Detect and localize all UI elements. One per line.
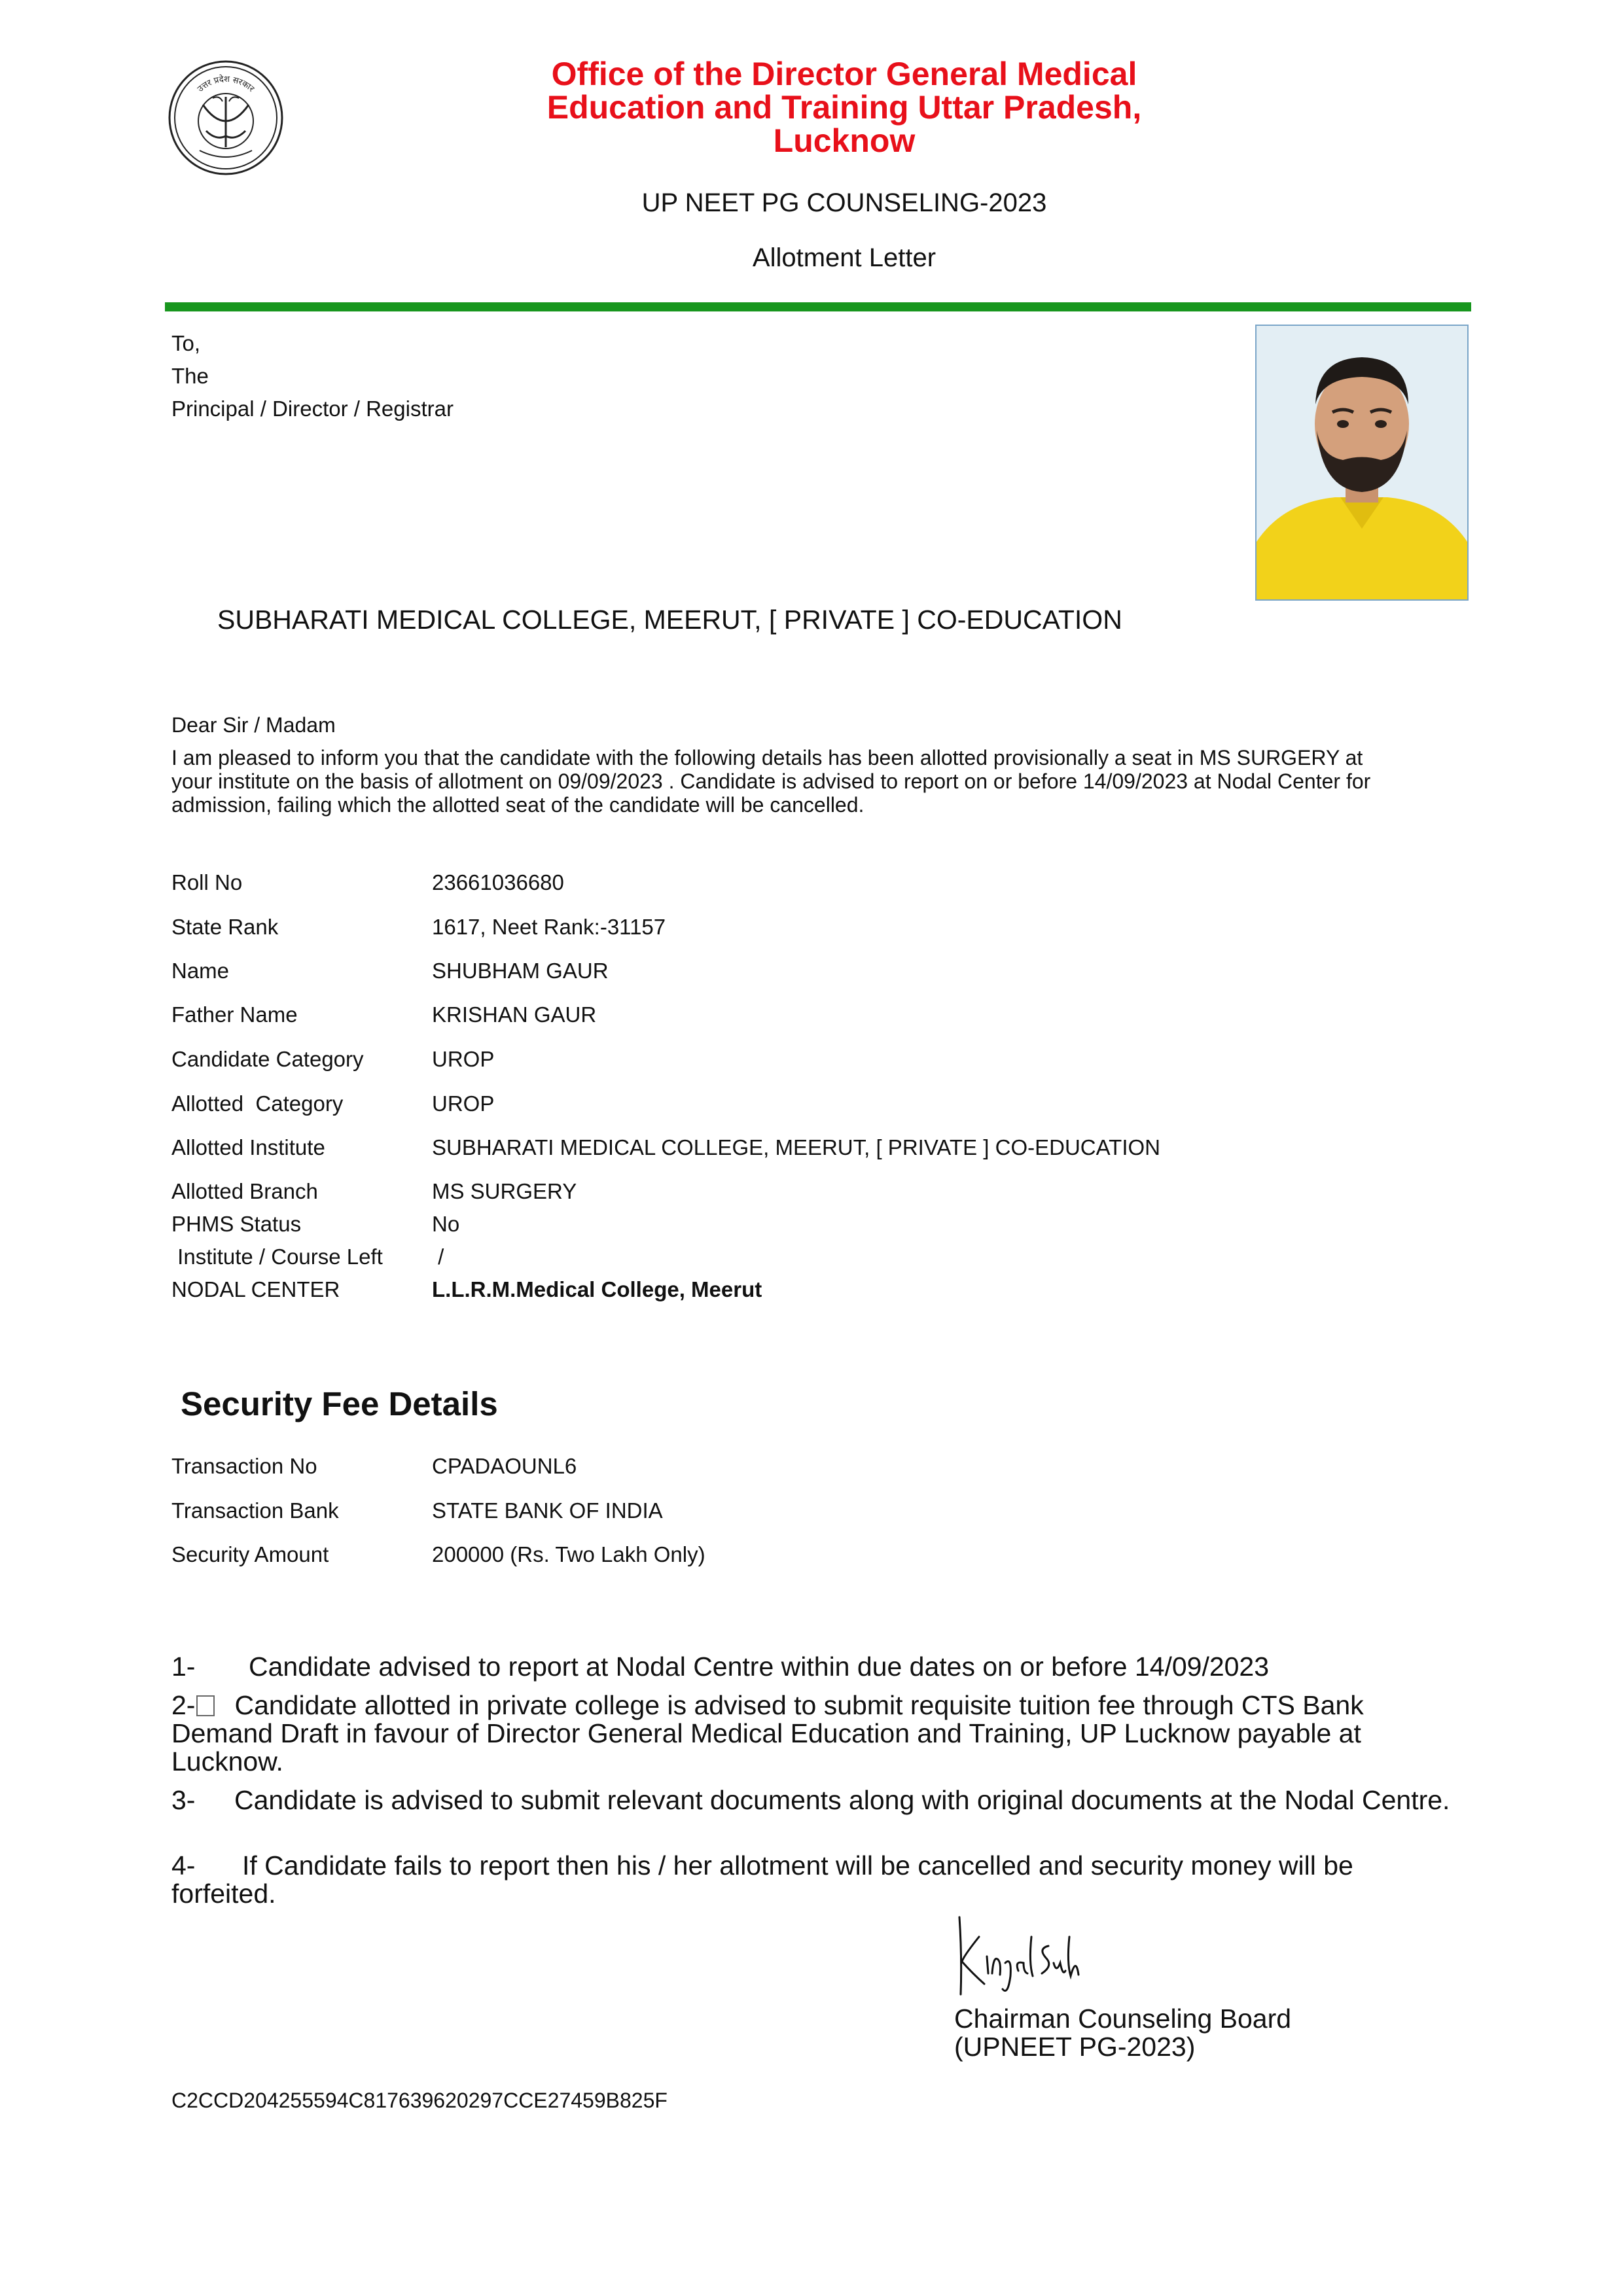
note-3 [171,1786,1454,1814]
detail-label-father-name: Father Name [171,1002,298,1027]
detail-label-candidate-category: Candidate Category [171,1047,364,1071]
detail-label-allotted-category: Allotted Category [171,1091,344,1116]
note-2-number: 2- [171,1690,196,1720]
detail-label-roll-no: Roll No [171,870,243,894]
security-value-amount: 200000 (Rs. Two Lakh Only) [432,1542,705,1566]
security-label-transaction-no: Transaction No [171,1454,317,1478]
detail-value-candidate-category: UROP [432,1047,495,1071]
note-2 [171,1691,1454,1776]
svg-text:उत्तर प्रदेश सरकार [196,74,257,94]
salutation: Dear Sir / Madam [171,713,336,737]
detail-value-nodal-center: L.L.R.M.Medical College, Meerut [432,1277,762,1301]
detail-value-roll-no: 23661036680 [432,870,564,894]
security-label-amount: Security Amount [171,1542,329,1566]
note-1 [171,1653,1454,1681]
detail-label-allotted-branch: Allotted Branch [171,1179,318,1203]
note-1-text: Candidate advised to report at Nodal Centre within due dates on or before 14/09/2023 [249,1651,1270,1682]
office-title [366,58,1322,158]
letter-body-line3: admission, failing which the allotted seat of the candidate will be cancelled. [171,793,865,817]
detail-label-state-rank: State Rank [171,915,279,939]
detail-value-allotted-category: UROP [432,1091,495,1116]
address-the: The [171,364,209,388]
detail-value-allotted-institute: SUBHARATI MEDICAL COLLEGE, MEERUT, [ PRIVATE ] CO-EDUCATION [432,1135,1160,1159]
office-title-line1: Office of the Director General Medical [551,56,1137,92]
note-1-number: 1- [171,1651,196,1682]
detail-value-state-rank: 1617, Neet Rank:-31157 [432,915,666,939]
detail-value-course-left: / [432,1245,444,1269]
note-4 [171,1852,1454,1908]
note-2-glyph-box [196,1695,215,1716]
address-to: To, [171,331,201,355]
detail-value-name: SHUBHAM GAUR [432,959,609,983]
letter-body-line1: I am pleased to inform you that the candidate with the following details has been allotted provisionally a seat in MS SURGERY at [171,746,1363,769]
detail-label-name: Name [171,959,230,983]
note-3-text: Candidate is advised to submit relevant documents along with original documents at the Nodal Centre. [234,1785,1450,1815]
detail-label-course-left: Institute / Course Left [171,1245,383,1269]
note-3-number: 3- [171,1785,196,1815]
security-label-bank: Transaction Bank [171,1498,339,1523]
security-value-bank: STATE BANK OF INDIA [432,1498,663,1523]
counseling-name: UP NEET PG COUNSELING-2023 [641,188,1047,217]
security-section-title: Security Fee Details [181,1385,498,1422]
address-recipient: Principal / Director / Registrar [171,397,454,421]
note-4-text: If Candidate fails to report then his / her allotment will be cancelled and security money will be forfeited. [171,1850,1353,1909]
detail-value-father-name: KRISHAN GAUR [432,1002,597,1027]
note-4-number: 4- [171,1850,196,1881]
detail-label-nodal-center: NODAL CENTER [171,1277,340,1301]
verification-code: C2CCD204255594C817639620297CCE27459B825F [171,2089,668,2112]
seal-legend: उत्तर प्रदेश सरकार [196,74,257,94]
letter-body-line2: your institute on the basis of allotment on 09/09/2023 . Candidate is advised to report on or before 14/09/2023 at Nodal Center for [171,769,1371,793]
office-title-line3: Lucknow [773,122,916,159]
letter-body [171,746,1454,817]
office-title-line2: Education and Training Uttar Pradesh, [546,89,1142,126]
signatory-title: Chairman Counseling Board [954,2004,1292,2034]
header-divider [165,302,1471,311]
chairman-signature [950,1911,1081,2002]
college-heading: SUBHARATI MEDICAL COLLEGE, MEERUT, [ PRIVATE ] CO-EDUCATION [217,605,1122,635]
security-value-transaction-no: CPADAOUNL6 [432,1454,577,1478]
note-2-text: Candidate allotted in private college is advised to submit requisite tuition fee through CTS Bank Demand Draft in favour of Director General Medical Education and Training, UP Lucknow payable at Lucknow. [171,1690,1364,1776]
detail-value-allotted-branch: MS SURGERY [432,1179,577,1203]
signature-text: Kinjal Singh [952,2000,959,2002]
detail-value-phms-status: No [432,1212,460,1236]
candidate-photo [1255,325,1469,601]
detail-label-phms-status: PHMS Status [171,1212,302,1236]
signatory-board: (UPNEET PG-2023) [954,2032,1196,2062]
up-government-emblem [167,59,285,177]
document-type: Allotment Letter [752,243,936,272]
detail-label-allotted-institute: Allotted Institute [171,1135,325,1159]
